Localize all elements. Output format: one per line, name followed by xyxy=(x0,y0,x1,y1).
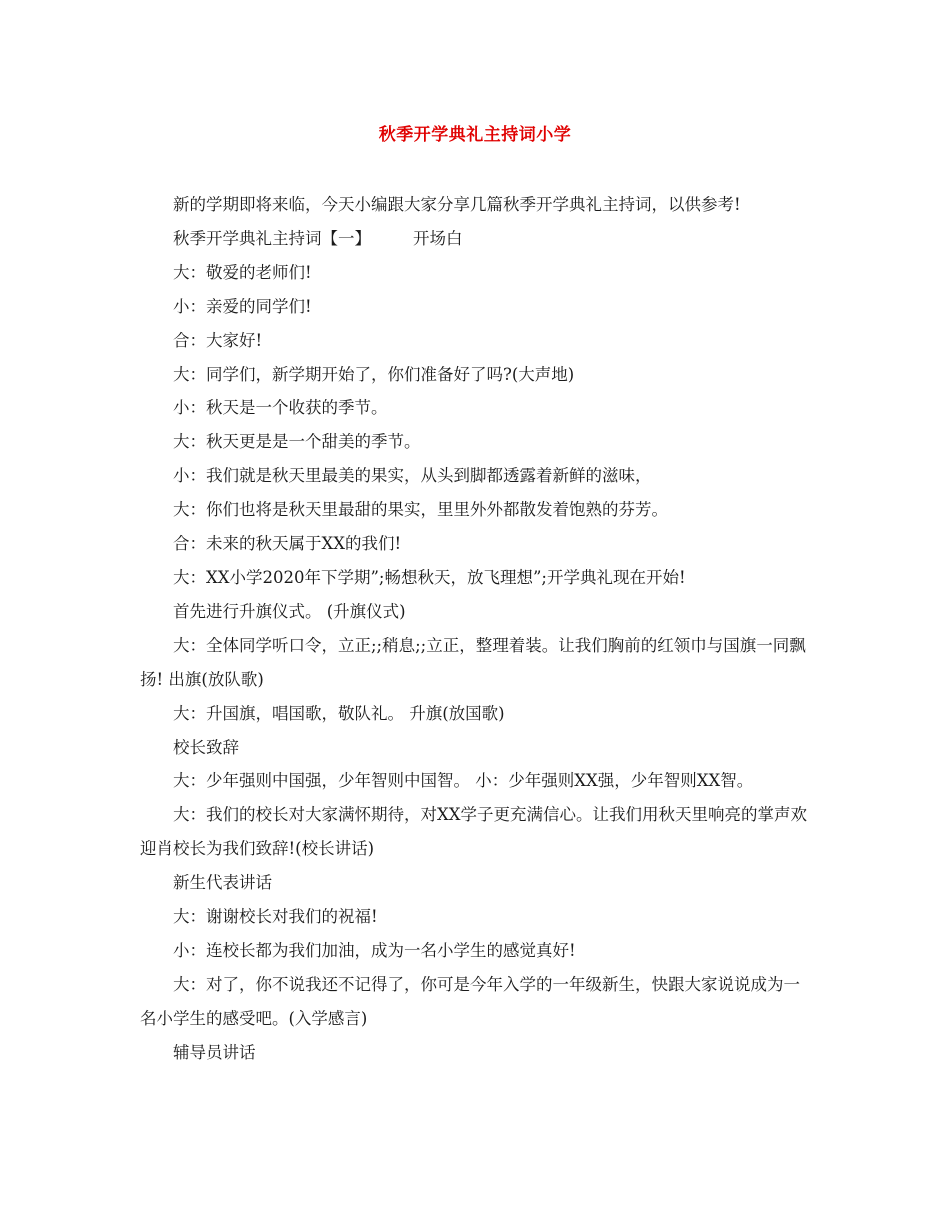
paragraph: 校长致辞 xyxy=(173,737,239,757)
document-title: 秋季开学典礼主持词小学 xyxy=(378,125,572,145)
document-body xyxy=(140,188,812,1070)
paragraph: 大：升国旗，唱国歌，敬队礼。 升旗(放国歌) xyxy=(173,703,505,723)
paragraph: 首先进行升旗仪式。 (升旗仪式) xyxy=(173,601,406,621)
paragraph: 大：敬爱的老师们! xyxy=(173,262,312,282)
paragraph: 大：XX小学2020年下学期”;畅想秋天，放飞理想”;开学典礼现在开始! xyxy=(173,567,686,587)
paragraph: 大：谢谢校长对我们的祝福! xyxy=(173,907,378,927)
paragraph: 秋季开学典礼主持词【一】 开场白 xyxy=(173,228,463,248)
paragraph: 大：对了，你不说我还不记得了，你可是今年入学的一年级新生，快跟大家说说成为一名小学生的感受吧。(入学感言) xyxy=(140,974,800,1028)
paragraph: 大：全体同学听口令，立正;;稍息;;立正，整理着装。让我们胸前的红领巾与国旗一同飘扬! 出旗(放队歌) xyxy=(140,635,806,689)
paragraph: 大：少年强则中国强，少年智则中国智。 小：少年强则XX强，少年智则XX智。 xyxy=(173,771,754,791)
paragraph: 合：未来的秋天属于XX的我们! xyxy=(173,534,402,554)
paragraph: 大：我们的校长对大家满怀期待，对XX学子更充满信心。让我们用秋天里响亮的掌声欢迎肖校长为我们致辞!(校长讲话) xyxy=(140,805,807,859)
paragraph: 小：秋天是一个收获的季节。 xyxy=(173,398,388,418)
paragraph: 小：连校长都为我们加油，成为一名小学生的感觉真好! xyxy=(173,940,576,960)
paragraph: 大：同学们，新学期开始了，你们准备好了吗?(大声地) xyxy=(173,364,575,384)
paragraph: 大：你们也将是秋天里最甜的果实，里里外外都散发着饱熟的芬芳。 xyxy=(173,500,668,520)
paragraph: 新的学期即将来临，今天小编跟大家分享几篇秋季开学典礼主持词，以供参考! xyxy=(173,195,741,214)
paragraph: 辅导员讲话 xyxy=(173,1042,256,1062)
paragraph: 小：我们就是秋天里最美的果实，从头到脚都透露着新鲜的滋味， xyxy=(173,466,652,486)
paragraph: 合：大家好! xyxy=(173,330,263,350)
paragraph: 小：亲爱的同学们! xyxy=(173,296,312,316)
paragraph: 新生代表讲话 xyxy=(173,873,272,893)
paragraph: 大：秋天更是是一个甜美的季节。 xyxy=(173,432,421,452)
